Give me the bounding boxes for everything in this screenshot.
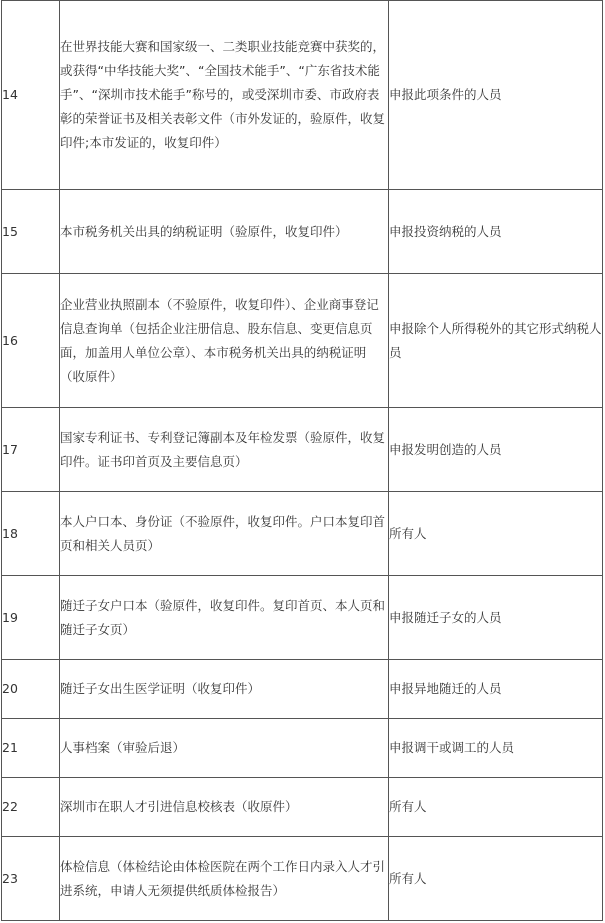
applicant-cell: 申报随迁子女的人员 (389, 576, 603, 660)
applicant-cell: 申报异地随迁的人员 (389, 660, 603, 719)
table-row (2, 1, 603, 190)
materials-cell (60, 408, 389, 492)
table-row (2, 274, 603, 408)
table-row (2, 719, 603, 778)
row-number: 17 (2, 408, 60, 492)
materials-cell (60, 492, 389, 576)
materials-text: 随迁子女出生医学证明（收复印件） (60, 681, 261, 696)
table-row (2, 492, 603, 576)
table-row (2, 660, 603, 719)
materials-cell (60, 660, 389, 719)
applicant-cell: 申报此项条件的人员 (389, 1, 603, 190)
applicant-cell: 申报发明创造的人员 (389, 408, 603, 492)
table-row (2, 778, 603, 837)
materials-cell (60, 719, 389, 778)
materials-text: 随迁子女户口本（验原件，收复印件。复印首页、本人页和随迁子女页） (60, 597, 386, 637)
materials-cell (60, 190, 389, 274)
applicant-cell: 申报除个人所得税外的其它形式纳税人员 (389, 274, 603, 408)
row-number: 15 (2, 190, 60, 274)
table-row (2, 190, 603, 274)
materials-cell (60, 837, 389, 921)
materials-cell (60, 274, 389, 408)
applicant-cell: 申报投资纳税的人员 (389, 190, 603, 274)
materials-table (1, 0, 603, 921)
applicant-cell: 所有人 (389, 837, 603, 921)
materials-text: 本人户口本、身份证（不验原件，收复印件。户口本复印首页和相关人员页） (60, 513, 386, 553)
materials-text: 人事档案（审验后退） (60, 740, 186, 755)
table-row (2, 576, 603, 660)
materials-cell (60, 576, 389, 660)
row-number: 20 (2, 660, 60, 719)
materials-cell (60, 1, 389, 190)
applicant-cell: 所有人 (389, 492, 603, 576)
row-number: 18 (2, 492, 60, 576)
materials-cell (60, 778, 389, 837)
materials-text: 深圳市在职人才引进信息校核表（收原件） (60, 799, 298, 814)
materials-text: 体检信息（体检结论由体检医院在两个工作日内录入人才引进系统，申请人无须提供纸质体检报告） (60, 858, 386, 898)
row-number: 19 (2, 576, 60, 660)
row-number: 21 (2, 719, 60, 778)
materials-text: 国家专利证书、专利登记簿副本及年检发票（验原件，收复印件。证书印首页及主要信息页） (60, 429, 386, 469)
materials-text: 本市税务机关出具的纳税证明（验原件，收复印件） (60, 223, 348, 239)
row-number: 14 (2, 1, 60, 190)
applicant-cell: 所有人 (389, 778, 603, 837)
applicant-cell: 申报调干或调工的人员 (389, 719, 603, 778)
table-row (2, 837, 603, 921)
row-number: 22 (2, 778, 60, 837)
materials-text: 在世界技能大赛和国家级一、二类职业技能竞赛中获奖的，或获得“中华技能大奖”、“全国技术能手”、“广东省技术能手”、“深圳市技术能手”称号的，或受深圳市委、市政府表彰的荣誉证书及相关表彰文件（市外发证的，验原件，收复印件;本市发证的，收复印件） (60, 39, 386, 150)
materials-text: 企业营业执照副本（不验原件，收复印件）、企业商事登记信息查询单（包括企业注册信息、股东信息、变更信息页面，加盖用人单位公章）、本市税务机关出具的纳税证明（收原件） (60, 296, 379, 384)
row-number: 16 (2, 274, 60, 408)
row-number: 23 (2, 837, 60, 921)
table-row (2, 408, 603, 492)
